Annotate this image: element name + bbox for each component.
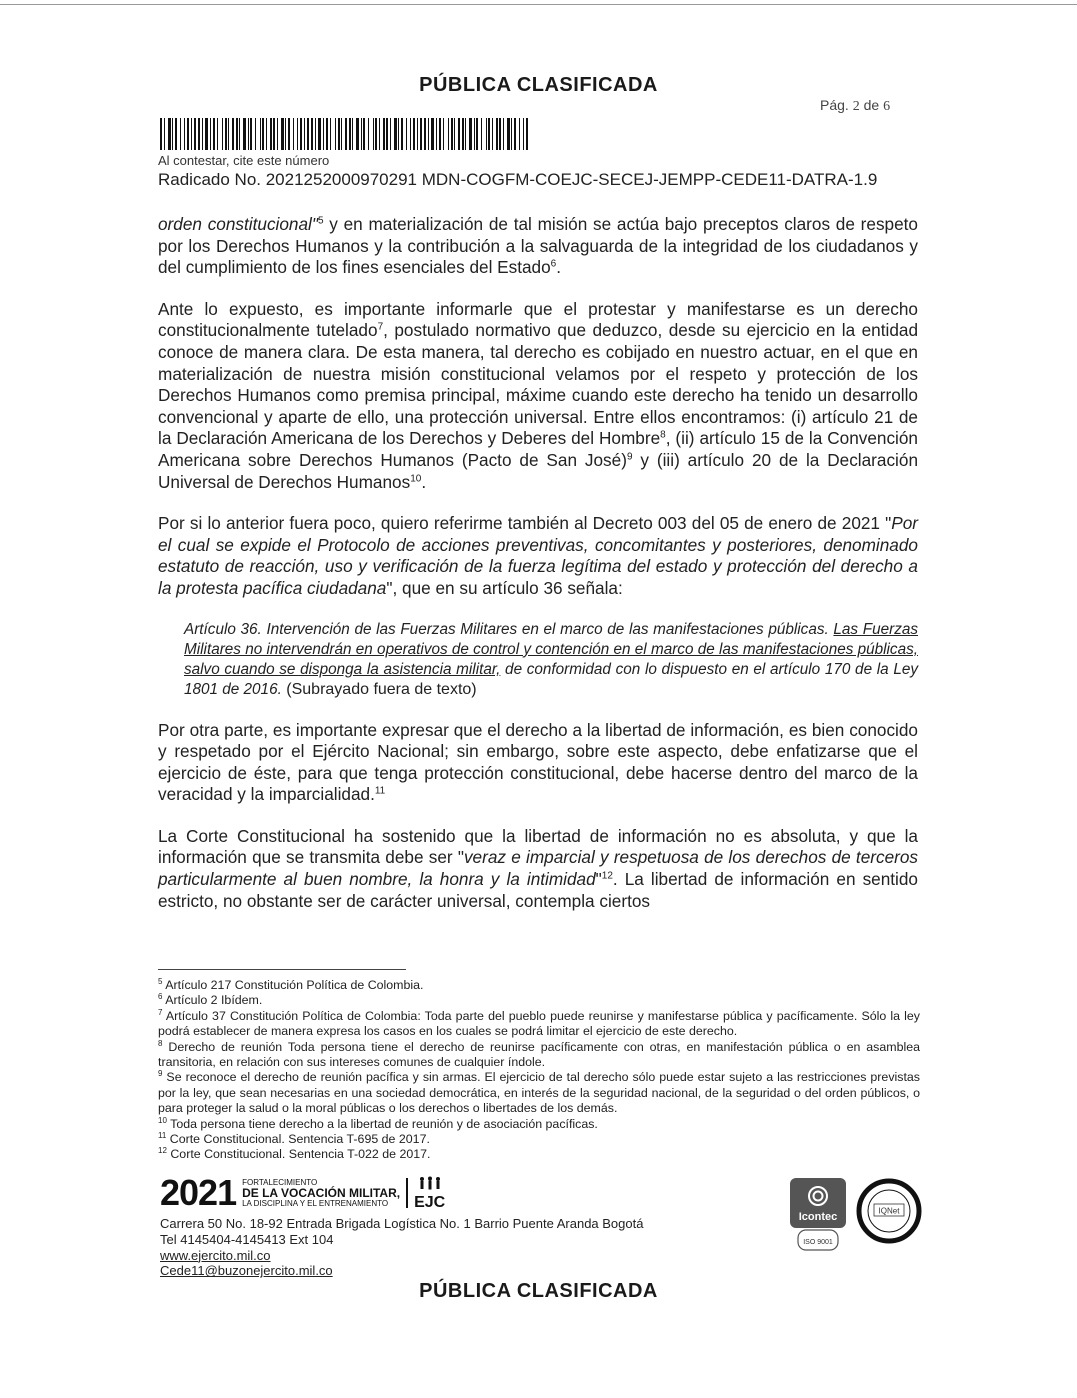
certification-seals — [788, 1176, 922, 1256]
top-rule — [0, 4, 1077, 5]
paragraph-4: Por otra parte, es importante expresar que el derecho a la libertad de información, es bien conocido y respetado por el Ejército Nacional; sin embargo, sobre este aspecto, debe enfatizarse que el ejercicio de éste, para que tenga protección constitucional, debe hacerse dentro del marco de la veracidad y la imparcialidad.$^{11}$ — [158, 719, 918, 805]
iqnet-seal — [859, 1181, 919, 1241]
footnote: $^8$ Derecho de reunión Toda persona tiene el derecho de reunirse pacíficamente con otras, en manifestación pública o en asamblea transitoria, en relación con sus intereses comunes de cualquier índole. — [158, 1038, 920, 1070]
iso-label: ISO 9001 — [803, 1239, 833, 1246]
website-link[interactable]: www.ejercito.mil.co — [160, 1247, 271, 1263]
logo-year: 2021 — [160, 1172, 237, 1213]
footnote: $^{12}$ Corte Constitucional. Sentencia T-022 de 2017. — [158, 1146, 431, 1162]
letter-body — [158, 214, 918, 932]
page-number — [820, 97, 890, 115]
footnotes — [158, 978, 920, 1163]
classification-header: PÚBLICA CLASIFICADA — [419, 74, 658, 96]
paragraph-1: orden constitucional"$^5$ y en materialización de tal misión se actúa bajo preceptos claros de respeto por los Derechos Humanos y la contribución a la salvaguarda de la integridad de los ciudadanos y del cumplimiento de los fines esenciales del Estado$^6$. — [158, 214, 918, 278]
contact-block — [160, 1216, 643, 1279]
radicado-number: Radicado No. 2021252000970291 MDN-COGFM-COEJC-SECEJ-JEMPP-CEDE11-DATRA-1.9 — [158, 170, 878, 189]
icontec-seal — [790, 1178, 846, 1250]
barcode — [160, 118, 528, 150]
phone: Tel 4145404-4145413 Ext 104 — [160, 1231, 334, 1247]
page-of: de — [863, 97, 880, 113]
paragraph-2: Ante lo expuesto, es importante informarle que el protestar y manifestarse es un derecho constitucionalmente tutelado$^7$, postulado normativo que deduzco, desde su ejercicio en la entidad conoce de manera clara. De esta manera, tal derecho es cobijado en nuestro actuar, en el que en materialización de nuestra misión constitucional velamos por el respeto y protección de los Derechos Humanos como premisa principal, máxime cuando este derecho ha tenido un desarrollo convencional y aparte de ello, una protección universal. Entre ellos encontramos: (i) artículo 21 de la Declaración Americana de los Derechos y Deberes del Hombre$^8$, (ii) artículo 15 de la Convención Americana sobre Derechos Humanos (Pacto de San José)$^9$ y (iii) artículo 20 de la Declaración Universal de Derechos Humanos$^{10}$. — [158, 298, 919, 492]
institutional-logo — [160, 1172, 446, 1213]
footnote: $^9$ Se reconoce el derecho de reunión pacífica y sin armas. El ejercicio de tal derecho sólo puede estar sujeto a las restricciones previstas por la ley, que sean necesarias en una sociedad democrática, en interés de la seguridad nacional, de la seguridad o del orden públicos, o para proteger la salud o la moral públicas o los derechos o libertades de los demás. — [158, 1069, 920, 1116]
classification-footer: PÚBLICA CLASIFICADA — [419, 1280, 658, 1302]
footnote: $^{11}$ Corte Constitucional. Sentencia T-695 de 2017. — [158, 1130, 430, 1147]
logo-motto: FORTALECIMIENTO DE LA VOCACIÓN MILITAR, LA DISCIPLINA Y EL ENTRENAMIENTO — [242, 1178, 401, 1208]
footnote-rule — [158, 969, 406, 970]
page-current: 2 — [852, 99, 860, 114]
icontec-label: Icontec — [798, 1211, 838, 1223]
page-total: 6 — [883, 99, 891, 114]
paragraph-5: La Corte Constitucional ha sostenido que la libertad de información no es absoluta, y que la información que se transmita debe ser "veraz e imparcial y respetuosa de los derechos de terceros particularmente al buen nombre, la honra y la intimidad"$^{12}$. La libertad de información en sentido estricto, no obstante ser de carácter universal, contempla ciertos — [158, 825, 919, 911]
address: Carrera 50 No. 18-92 Entrada Brigada Logística No. 1 Barrio Puente Aranda Bogotá — [160, 1216, 644, 1231]
soldiers-icon — [417, 1176, 443, 1190]
footnote: $^5$ Artículo 217 Constitución Política de Colombia. — [158, 976, 424, 992]
iqnet-label: IQNet — [878, 1206, 900, 1216]
cite-note: Al contestar, cite este número — [158, 153, 330, 168]
page-label: Pág. — [820, 97, 849, 113]
ejc-emblem — [414, 1176, 445, 1211]
logo-divider — [406, 1178, 408, 1208]
ejc-label: EJC — [414, 1193, 446, 1211]
quoted-article: Artículo 36. Intervención de las Fuerzas Militares en el marco de las manifestaciones públicas. Las Fuerzas Militares no intervendrán en operativos de control y contención en el marco de las manifestaciones públicas, salvo cuando se disponga la asistencia militar, de conformidad con lo dispuesto en el artículo 170 de la Ley 1801 de 2016. (Subrayado fuera de texto) — [184, 620, 919, 698]
footnote: $^7$ Artículo 37 Constitución Política de Colombia: Toda parte del pueblo puede reunirse y manifestarse pública y pacíficamente. Sólo la ley podrá establecer de manera expresa los casos en los cuales se podrá limitar el ejercicio de este derecho. — [158, 1007, 920, 1039]
footnote: $^{10}$ Toda persona tiene derecho a la libertad de reunión y de asociación pacíficas. — [158, 1115, 598, 1131]
email-link[interactable]: Cede11@buzonejercito.mil.co — [160, 1263, 333, 1279]
footnote: $^6$ Artículo 2 Ibídem. — [158, 992, 263, 1008]
paragraph-3: Por si lo anterior fuera poco, quiero referirme también al Decreto 003 del 05 de enero de 2021 "Por el cual se expide el Protocolo de acciones preventivas, concomitantes y posteriores, denominado estatuto de reacción, uso y verificación de la fuerza legítima del estado y protección del derecho a la protesta pacífica ciudadana", que en su artículo 36 señala: — [158, 513, 918, 598]
